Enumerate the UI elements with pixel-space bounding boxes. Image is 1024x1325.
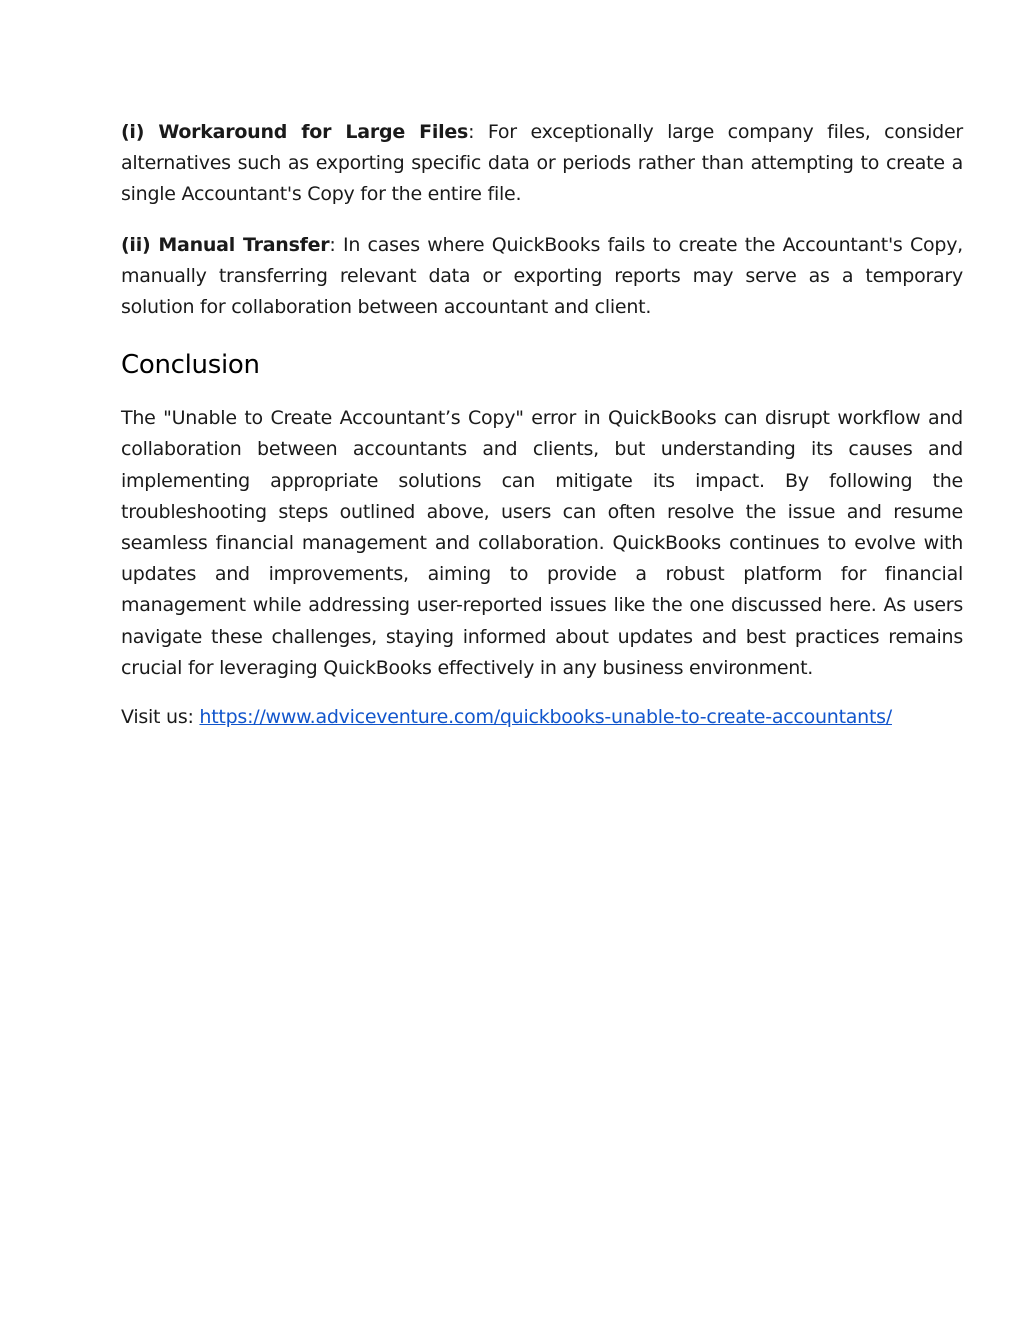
workaround-body: : For exceptionally large company files, consider alternatives such as exporting specific data or periods rather than attempting to create a single Accountant's Copy for the entire file. <box>121 121 963 206</box>
manual-transfer-paragraph <box>121 230 963 324</box>
conclusion-paragraph: The "Unable to Create Accountant’s Copy" error in QuickBooks can disrupt workflow and collaboration between accountants and clients, but understanding its causes and implementing appropriate solutions can mitigate its impact. By following the troubleshooting steps outlined above, users can often resolve the issue and resume seamless financial management and collaboration. QuickBooks continues to evolve with updates and improvements, aiming to provide a robust platform for financial management while addressing user-reported issues like the one discussed here. As users navigate these challenges, staying informed about updates and best practices remains crucial for leveraging QuickBooks effectively in any business environment. <box>121 407 963 679</box>
manual-transfer-lead: (ii) Manual Transfer <box>121 233 330 256</box>
workaround-paragraph <box>121 117 963 211</box>
visit-link[interactable]: https://www.adviceventure.com/quickbooks-unable-to-create-accountants/ <box>199 706 892 729</box>
visit-label: Visit us: <box>121 706 200 729</box>
workaround-lead: (i) Workaround for Large Files <box>121 121 469 143</box>
manual-transfer-body: : In cases where QuickBooks fails to create the Accountant's Copy, manually transferring relevant data or exporting reports may serve as a temporary solution for collaboration between accountant and client. <box>121 233 963 319</box>
visit-line <box>121 702 963 733</box>
document-page <box>121 117 963 733</box>
conclusion-heading: Conclusion <box>121 350 260 381</box>
